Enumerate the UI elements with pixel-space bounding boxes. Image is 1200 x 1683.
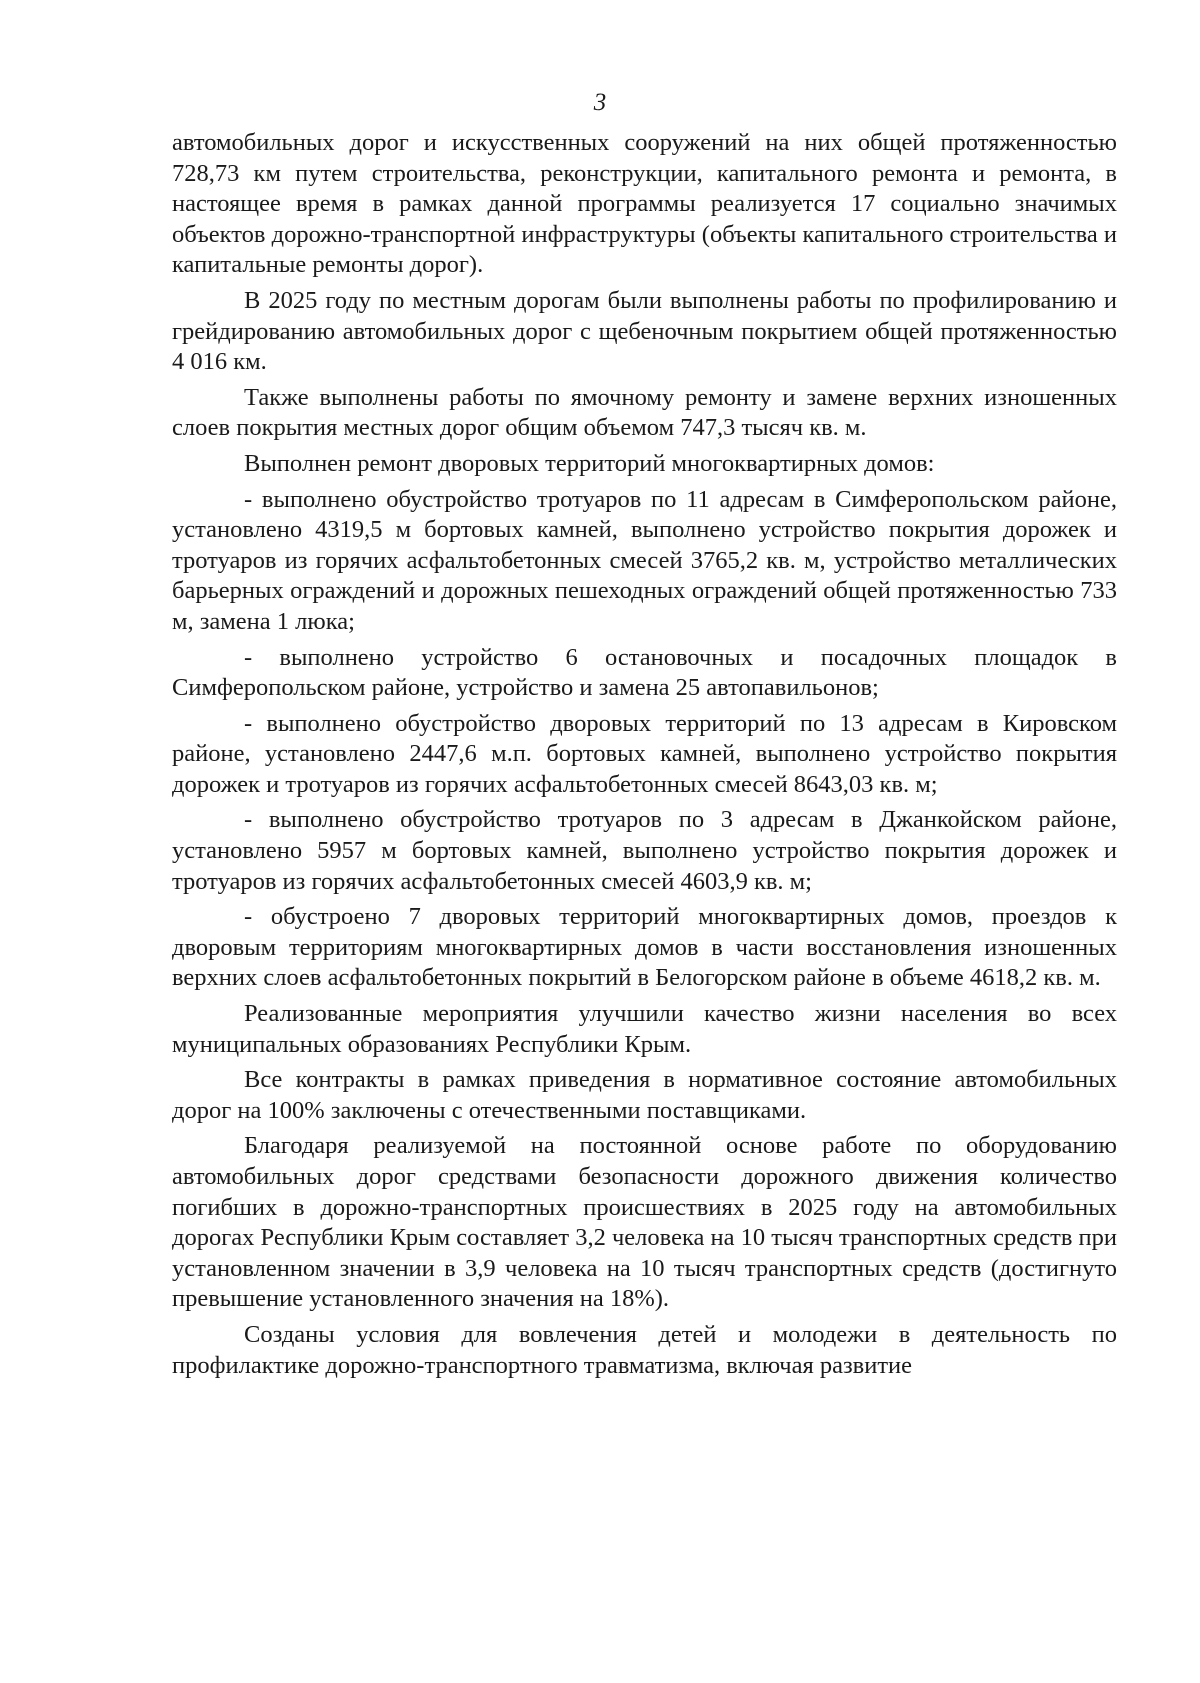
paragraph-continuation: автомобильных дорог и искусственных сооружений на них общей протяженностью 728,73 км путем строительства, реконструкции, капитального ремонта и ремонта, в настоящее время в рамках данной программы реализуется 17 социально значимых объектов дорожно-транспортной инфраструктуры (объекты капитального строительства и капитальные ремонты дорог). — [172, 129, 1117, 279]
document-body — [172, 128, 1117, 1386]
paragraph-domestic-contracts: Все контракты в рамках приведения в нормативное состояние автомобильных дорог на 100% заключены с отечественными поставщиками. — [172, 1066, 1117, 1124]
paragraph-pothole-repair: Также выполнены работы по ямочному ремонту и замене верхних изношенных слоев покрытия местных дорог общим объемом 747,3 тысяч кв. м. — [172, 383, 1117, 442]
list-item-kirovsky-yards: - выполнено обустройство дворовых территорий по 13 адресам в Кировском районе, установлено 2447,6 м.п. бортовых камней, выполнено устройство покрытия дорожек и тротуаров из горячих асфальтобетонных смесей 8643,03 кв. м; — [172, 709, 1117, 798]
paragraph-youth-involvement: Созданы условия для вовлечения детей и молодежи в деятельность по профилактике дорожно-транспортного травматизма, включая развитие — [172, 1320, 1117, 1379]
paragraph-yard-repair-intro: Выполнен ремонт дворовых территорий многоквартирных домов: — [244, 449, 935, 477]
paragraph-road-safety: Благодаря реализуемой на постоянной основе работе по оборудованию автомобильных дорог средствами безопасности дорожного движения количество погибших в дорожно-транспортных происшествиях в 2025 году на автомобильных дорогах Республики Крым составляет 3,2 человека на 10 тысяч транспортных средств при установленном значении в 3,9 человека на 10 тысяч транспортных средств (достигнуто превышение установленного значения на 18%). — [172, 1132, 1117, 1313]
paragraph-grading-works: В 2025 году по местным дорогам были выполнены работы по профилированию и грейдированию автомобильных дорог с щебеночным покрытием общей протяженностью 4 016 км. — [172, 286, 1117, 376]
list-item-simferopol-sidewalks: - выполнено обустройство тротуаров по 11 адресам в Симферопольском районе, установлено 4319,5 м бортовых камней, выполнено устройство покрытия дорожек и тротуаров из горячих асфальтобетонных смесей 3765,2 кв. м, устройство металлических барьерных ограждений и дорожных пешеходных ограждений общей протяженностью 733 м, замена 1 люка; — [172, 485, 1117, 635]
list-item-simferopol-stops: - выполнено устройство 6 остановочных и посадочных площадок в Симферопольском районе, устройство и замена 25 автопавильонов; — [172, 643, 1117, 702]
page-number: 3 — [593, 89, 607, 116]
list-item-dzhankoy-sidewalks: - выполнено обустройство тротуаров по 3 адресам в Джанкойском районе, установлено 5957 м бортовых камней, выполнено устройство покрытия дорожек и тротуаров из горячих асфальтобетонных смесей 4603,9 кв. м; — [172, 806, 1117, 895]
paragraph-quality-of-life: Реализованные мероприятия улучшили качество жизни населения во всех муниципальных образованиях Республики Крым. — [172, 1000, 1117, 1058]
list-item-belogorsk-yards: - обустроено 7 дворовых территорий многоквартирных домов, проездов к дворовым территориям многоквартирных домов в части восстановления изношенных верхних слоев асфальтобетонных покрытий в Белогорском районе в объеме 4618,2 кв. м. — [172, 903, 1117, 992]
